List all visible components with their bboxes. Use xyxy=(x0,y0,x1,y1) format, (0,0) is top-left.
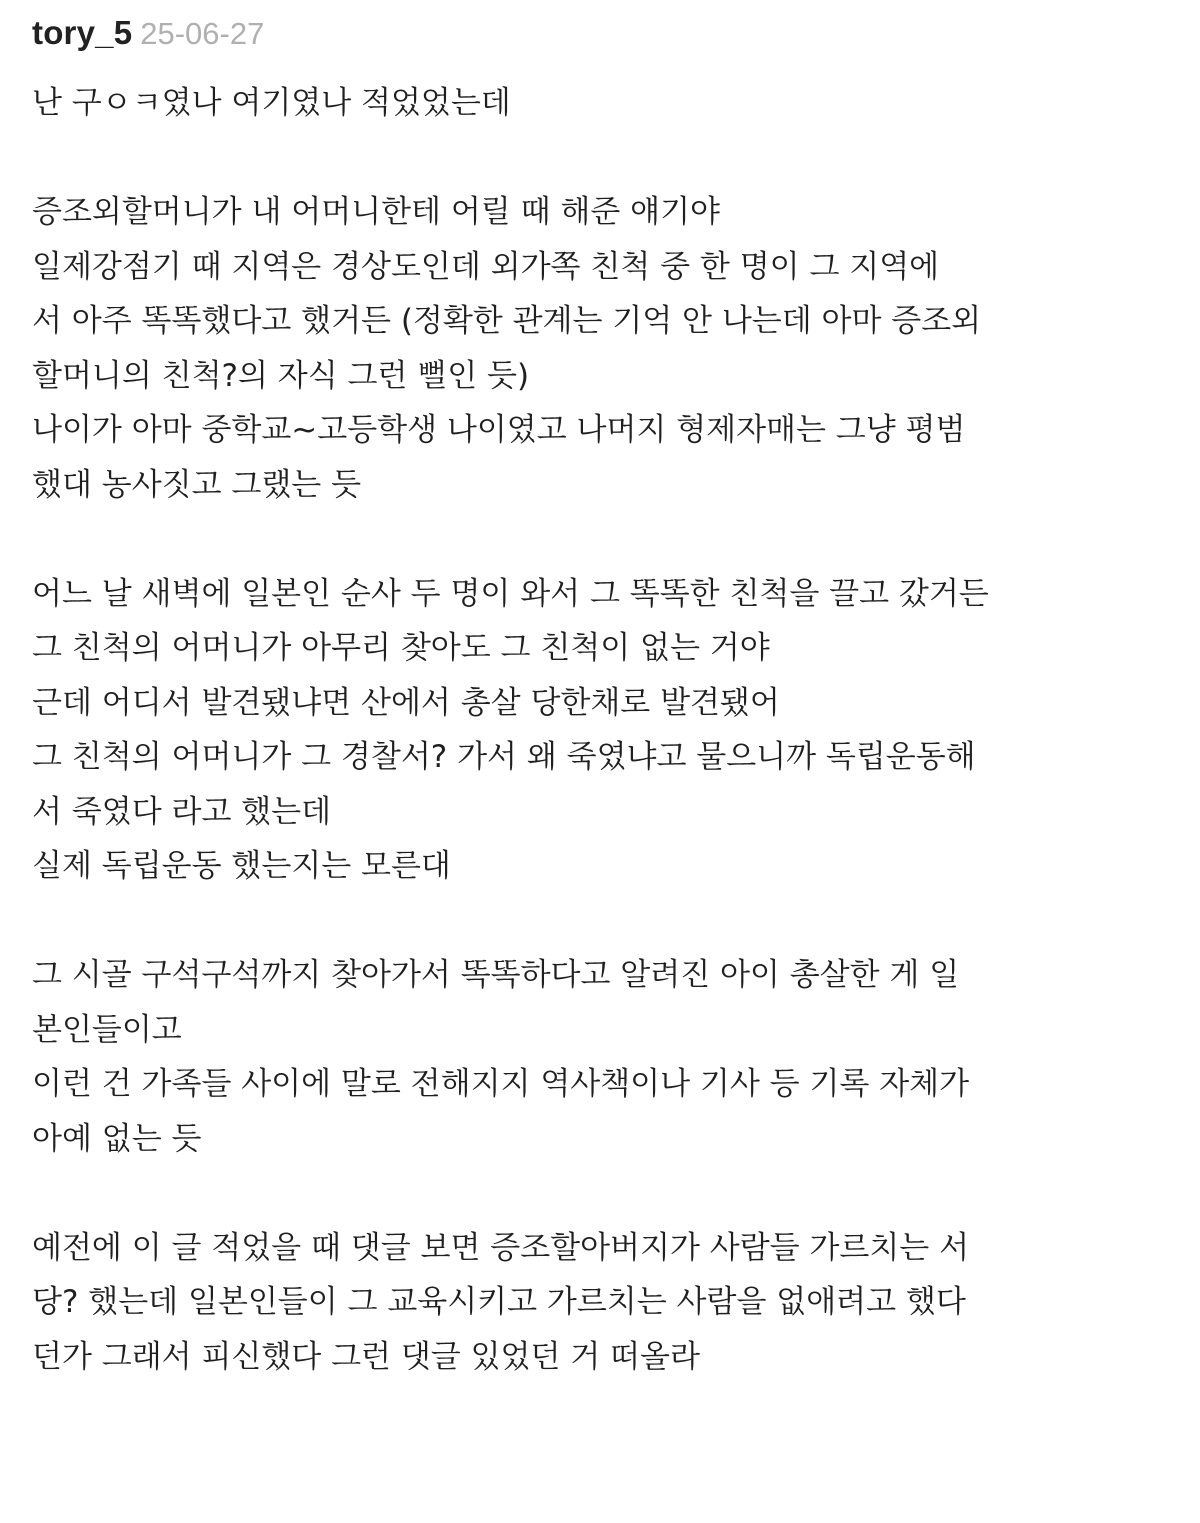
comment-line: 했대 농사짓고 그랬는 듯 xyxy=(32,466,362,503)
comment-line: 본인들이고 xyxy=(32,1011,182,1048)
comment-line: 이런 건 가족들 사이에 말로 전해지지 역사책이나 기사 등 기록 자체가 xyxy=(32,1066,970,1102)
author-name[interactable]: tory_5 xyxy=(32,14,133,51)
comment-line: 그 시골 구석구석까지 찾아가서 똑똑하다고 알려진 아이 총살한 게 일 xyxy=(32,957,960,993)
comment-line: 아예 없는 듯 xyxy=(32,1120,202,1157)
comment-body xyxy=(32,76,1180,1384)
comment-line: 어느 날 새벽에 일본인 순사 두 명이 와서 그 똑똑한 친척을 끌고 갔거든 xyxy=(32,575,989,612)
comment-line: 난 구ㅇㅋ였나 여기였나 적었었는데 xyxy=(32,85,511,121)
comment-line: 서 죽였다 라고 했는데 xyxy=(32,793,332,830)
comment-header xyxy=(32,14,1180,74)
comment-timestamp: 25-06-27 xyxy=(140,16,265,51)
comment-line: 그 친척의 어머니가 아무리 찾아도 그 친척이 없는 거야 xyxy=(32,630,770,666)
blank-line xyxy=(32,131,1180,186)
blank-line xyxy=(32,894,1180,949)
blank-line xyxy=(32,1166,1180,1221)
comment-line: 그 친척의 어머니가 그 경찰서? 가서 왜 죽였냐고 물으니까 독립운동해 xyxy=(32,739,976,775)
blank-line xyxy=(32,512,1180,567)
comment-line: 일제강점기 때 지역은 경상도인데 외가쪽 친척 중 한 명이 그 지역에 xyxy=(32,248,940,285)
comment-line: 근데 어디서 발견됐냐면 산에서 총살 당한채로 발견됐어 xyxy=(32,684,780,721)
comment-line: 증조외할머니가 내 어머니한테 어릴 때 해준 얘기야 xyxy=(32,194,720,230)
comment-line: 서 아주 똑똑했다고 했거든 (정확한 관계는 기억 안 나는데 아마 증조외 xyxy=(32,303,982,339)
comment-line: 나이가 아마 중학교~고등학생 나이였고 나머지 형제자매는 그냥 평범 xyxy=(32,412,966,448)
comment-line: 할머니의 친척?의 자식 그런 뻘인 듯) xyxy=(32,357,530,394)
comment-line: 던가 그래서 피신했다 그런 댓글 있었던 거 떠올라 xyxy=(32,1338,700,1375)
comment-line: 실제 독립운동 했는지는 모른대 xyxy=(32,848,451,884)
comment-line: 예전에 이 글 적었을 때 댓글 보면 증조할아버지가 사람들 가르치는 서 xyxy=(32,1229,970,1266)
comment-line: 당? 했는데 일본인들이 그 교육시키고 가르치는 사람을 없애려고 했다 xyxy=(32,1284,966,1320)
